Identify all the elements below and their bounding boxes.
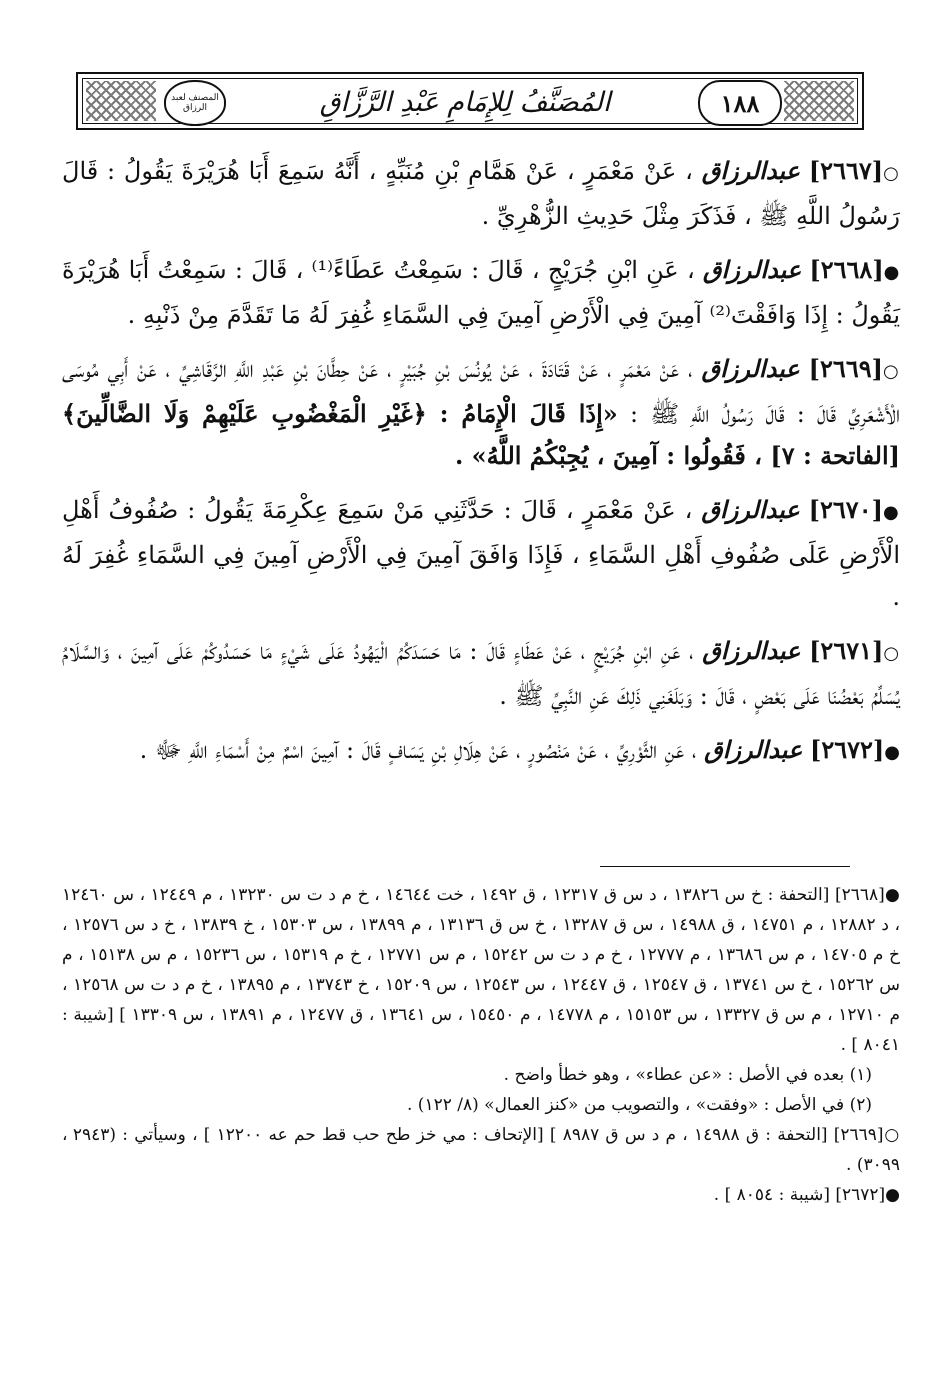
footnote-2668-takhrij: ●[٢٦٦٨] [التحفة : خ س ١٣٨٢٦ ، د س ق ١٢٣١٧ ، ق ١٤٩٢ ، خت ١٤٦٤٤ ، خ م د ت س ١٣٢٣٠ ، م ١٢٤٤٩ ، س ١٢٤٦٠ ، د ١٢٨٨٢ ، م ١٤٧٥١ ، ق ١٤٩٨٨ ، س ق ١٣٢٨٧ ، خ س ق ١٣١٣٦ ، م ١٣٨٩٩ ، س ١٥٣٠٣ ، خ ١٣٨٣٩ ، خ د س ١٢٥٧٦ ، خ م ١٤٧٠٥ ، م س ١٣٦٨٦ ، م ١٢٧٧٧ ، خ م د ت س ١٥٢٤٢ ، م س ١٢٧٧١ ، خ م ١٥٣١٩ ، س ١٥٢٣٦ ، م س ١٥١٣٨ ، م س ١٥٢٦٢ ، خ س ١٣٧٤١ ، ق ١٢٥٤٧ ، ق ١٢٤٤٧ ، س ١٢٥٤٣ ، س ١٥٢٠٩ ، خ ١٣٧٤٣ ، م ١٣٨٩٥ ، خ م د ت س ١٢٥٦٨ ، م ١٢٧١٠ ، م س ق ١٣٣٢٧ ، س ١٥١٥٣ ، م ١٤٧٧٨ ، م ١٥٤٥٠ ، س ١٣٦٤١ ، ق ١٢٤٧٧ ، م ١٣٨٩١ ، س ١٣٣٠٩ ] [شيبة : ٨٠٤١ ] . [62, 885, 901, 1055]
footnote-2672-takhrij: ●[٢٦٧٢] [شيبة : ٨٠٥٤ ] . [713, 1185, 900, 1205]
hadith-text: ، عَنِ ابْنِ جُرَيْجٍ ، قَالَ : سَمِعْتُ عَطَاءً⁽¹⁾ ، قَالَ : سَمِعْتُ أَبَا هُرَيْرَةَ يَقُولُ : إِذَا وَافَقْتَ⁽²⁾ آمِينَ فِي الْأَرْضِ آمِينَ فِي السَّمَاءِ غُفِرَ لَهُ مَا تَقَدَّمَ مِنْ ذَنْبِهِ . [62, 256, 900, 329]
hadith-number: [٢٦٧١] [809, 636, 884, 665]
hadith-2672 [62, 729, 900, 774]
hadith-2669 [62, 348, 900, 477]
page-number: ١٨٨ [698, 80, 782, 126]
hadith-narrator: عبدالرزاق [701, 156, 800, 185]
hadith-text: ، عَنْ مَعْمَرٍ ، قَالَ : حَدَّثَنِي مَنْ سَمِعَ عِكْرِمَةَ يَقُولُ : صُفُوفُ أَهْلِ الْأَرْضِ عَلَى صُفُوفِ أَهْلِ السَّمَاءِ ، فَإِذَا وَافَقَ آمِينَ فِي الْأَرْضِ آمِينَ فِي السَّمَاءِ غُفِرَ لَهُ . [62, 496, 900, 611]
hadith-mark: ○ [883, 163, 900, 184]
hadith-quote: «إِذَا قَالَ الْإِمَامُ : ﴿غَيْرِ الْمَغْضُوبِ عَلَيْهِمْ وَلَا الضَّالِّينَ﴾ [الفاتحة : ٧] ، فَقُولُوا : آمِينَ ، يُجِبْكُمُ اللَّهُ» . [62, 399, 900, 470]
footnote-1: (١) بعده في الأصل : «عن عطاء» ، وهو خطأ واضح . [503, 1065, 872, 1085]
ornament-right [784, 81, 854, 121]
footnote-2669-takhrij: ○[٢٦٦٩] [التحفة : ق ١٤٩٨٨ ، م د س ق ٨٩٨٧ ] [الإتحاف : مي خز طح حب قط حم عه ١٢٢٠٠ ] ، وسيأتي : (٢٩٤٣ ، ٣٠٩٩) . [62, 1125, 900, 1175]
hadith-list [62, 150, 900, 786]
hadith-number: [٢٦٧٢] [810, 735, 885, 764]
hadith-2667 [62, 150, 900, 237]
footnotes [62, 880, 900, 1210]
hadith-number: [٢٦٧٠] [808, 495, 883, 524]
hadith-mark: ● [883, 262, 900, 283]
hadith-2668 [62, 249, 900, 336]
hadith-text: ، عَنْ مَعْمَرٍ ، عَنْ هَمَّامِ بْنِ مُنَبِّهٍ ، أَنَّهُ سَمِعَ أَبَا هُرَيْرَةَ يَقُولُ : قَالَ رَسُولُ اللَّهِ ﷺ ، فَذَكَرَ مِثْلَ حَدِيثِ الزُّهْرِيِّ . [62, 157, 900, 230]
hadith-text: ، عَنِ ابْنِ جُرَيْجٍ ، عَنْ عَطَاءٍ قَالَ : مَا حَسَدَكُمُ الْيَهُودُ عَلَى شَيْءٍ مَا حَسَدُوكُمْ عَلَى آمِينَ ، وَالسَّلَامُ يُسَلِّمُ بَعْضُنَا عَلَى بَعْضٍ ، قَالَ : وَبَلَغَنِي ذَلِكَ عَنِ النَّبِيِّ ﷺ . [62, 637, 900, 710]
hadith-number: [٢٦٦٧] [808, 156, 884, 185]
hadith-mark: ○ [883, 643, 900, 664]
seal-text: المصنف لعبد الرزاق [171, 93, 219, 113]
footnote-2: (٢) في الأصل : «وفقت» ، والتصويب من «كنز العمال» (٨/ ١٢٢) . [407, 1095, 872, 1115]
hadith-narrator: عبدالرزاق [701, 354, 800, 383]
hadith-narrator: عبدالرزاق [702, 636, 801, 665]
hadith-number: [٢٦٦٩] [808, 354, 883, 383]
hadith-narrator: عبدالرزاق [701, 495, 800, 524]
book-title: المُصَنَّفُ لِلإِمَامِ عَبْدِ الرَّزَّاقِ [319, 86, 611, 118]
hadith-mark: ○ [882, 361, 900, 382]
hadith-narrator: عبدالرزاق [704, 735, 803, 764]
footnote-separator [600, 866, 850, 867]
hadith-narrator: عبدالرزاق [702, 255, 802, 284]
hadith-number: [٢٦٦٨] [809, 255, 884, 284]
page-header [76, 72, 864, 130]
header-seal-logo [164, 80, 226, 126]
hadith-2671 [62, 630, 900, 717]
ornament-left [86, 81, 156, 121]
hadith-2670 [62, 489, 900, 618]
hadith-text: ، عَنْ مَعْمَرٍ ، عَنْ قَتَادَةَ ، عَنْ يُونُسَ بْنِ جُبَيْرٍ ، عَنْ حِطَّانَ بْنِ عَبْدِ اللَّهِ الرَّقَاشِيِّ ، عَنْ أَبِي مُوسَى الْأَشْعَرِيِّ قَالَ : قَالَ رَسُولُ اللَّهِ ﷺ : [62, 355, 900, 428]
hadith-mark: ● [882, 502, 900, 523]
hadith-text: ، عَنِ الثَّوْرِيِّ ، عَنْ مَنْصُورٍ ، عَنْ هِلَالِ بْنِ يَسَافٍ قَالَ : آمِينَ اسْمٌ مِنْ أَسْمَاءِ اللَّهِ ﷻ . [139, 736, 697, 764]
hadith-mark: ● [884, 742, 900, 763]
